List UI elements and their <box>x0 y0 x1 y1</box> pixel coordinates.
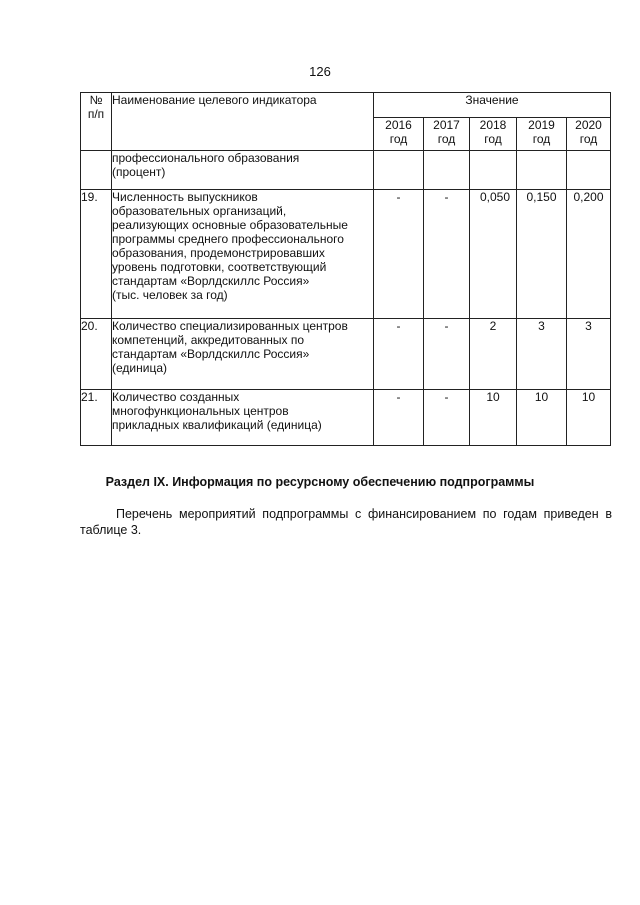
header-year: 2019 год <box>517 118 567 151</box>
value-cell: 10 <box>567 390 611 446</box>
section-paragraph: Перечень мероприятий подпрограммы с финансированием по годам приведен в таблице 3. <box>80 507 612 537</box>
row-number: 21. <box>81 390 112 446</box>
value-cell: - <box>374 319 424 390</box>
value-cell: 3 <box>567 319 611 390</box>
value-cell: - <box>424 319 470 390</box>
indicator-name: Количество специализированных центров компетенций, аккредитованных по стандартам «Ворлдскиллс Россия» (единица) <box>112 319 374 390</box>
header-year: 2020 год <box>567 118 611 151</box>
header-year: 2017 год <box>424 118 470 151</box>
value-cell <box>567 151 611 190</box>
value-cell: 2 <box>470 319 517 390</box>
header-year: 2016 год <box>374 118 424 151</box>
value-cell: 0,150 <box>517 190 567 319</box>
row-number: 20. <box>81 319 112 390</box>
table-row <box>81 319 611 390</box>
indicator-name: Численность выпускников образовательных организаций, реализующих основные образовательные программы среднего профессионального образования, продемонстрировавших уровень подготовки, соответствующий стандартам «Ворлдскиллс Россия» (тыс. человек за год) <box>112 190 374 319</box>
value-cell: - <box>424 390 470 446</box>
value-cell: - <box>374 190 424 319</box>
indicators-table <box>80 92 611 446</box>
value-cell: - <box>374 390 424 446</box>
header-num: № п/п <box>81 93 112 151</box>
indicator-name: Количество созданных многофункциональных центров прикладных квалификаций (единица) <box>112 390 374 446</box>
value-cell: 0,050 <box>470 190 517 319</box>
value-cell: 10 <box>470 390 517 446</box>
row-number <box>81 151 112 190</box>
value-cell: 0,200 <box>567 190 611 319</box>
table-row <box>81 190 611 319</box>
header-value: Значение <box>374 93 611 118</box>
value-cell <box>470 151 517 190</box>
table-row <box>81 151 611 190</box>
value-cell: 3 <box>517 319 567 390</box>
row-number: 19. <box>81 190 112 319</box>
indicator-name: профессионального образования (процент) <box>112 151 374 190</box>
value-cell: - <box>424 190 470 319</box>
header-indicator-name: Наименование целевого индикатора <box>112 93 374 151</box>
header-year: 2018 год <box>470 118 517 151</box>
table-header-row <box>81 93 611 118</box>
value-cell: 10 <box>517 390 567 446</box>
value-cell <box>517 151 567 190</box>
value-cell <box>374 151 424 190</box>
table-row <box>81 390 611 446</box>
page-number: 126 <box>309 64 331 79</box>
value-cell <box>424 151 470 190</box>
section-heading: Раздел IX. Информация по ресурсному обеспечению подпрограммы <box>105 475 535 489</box>
